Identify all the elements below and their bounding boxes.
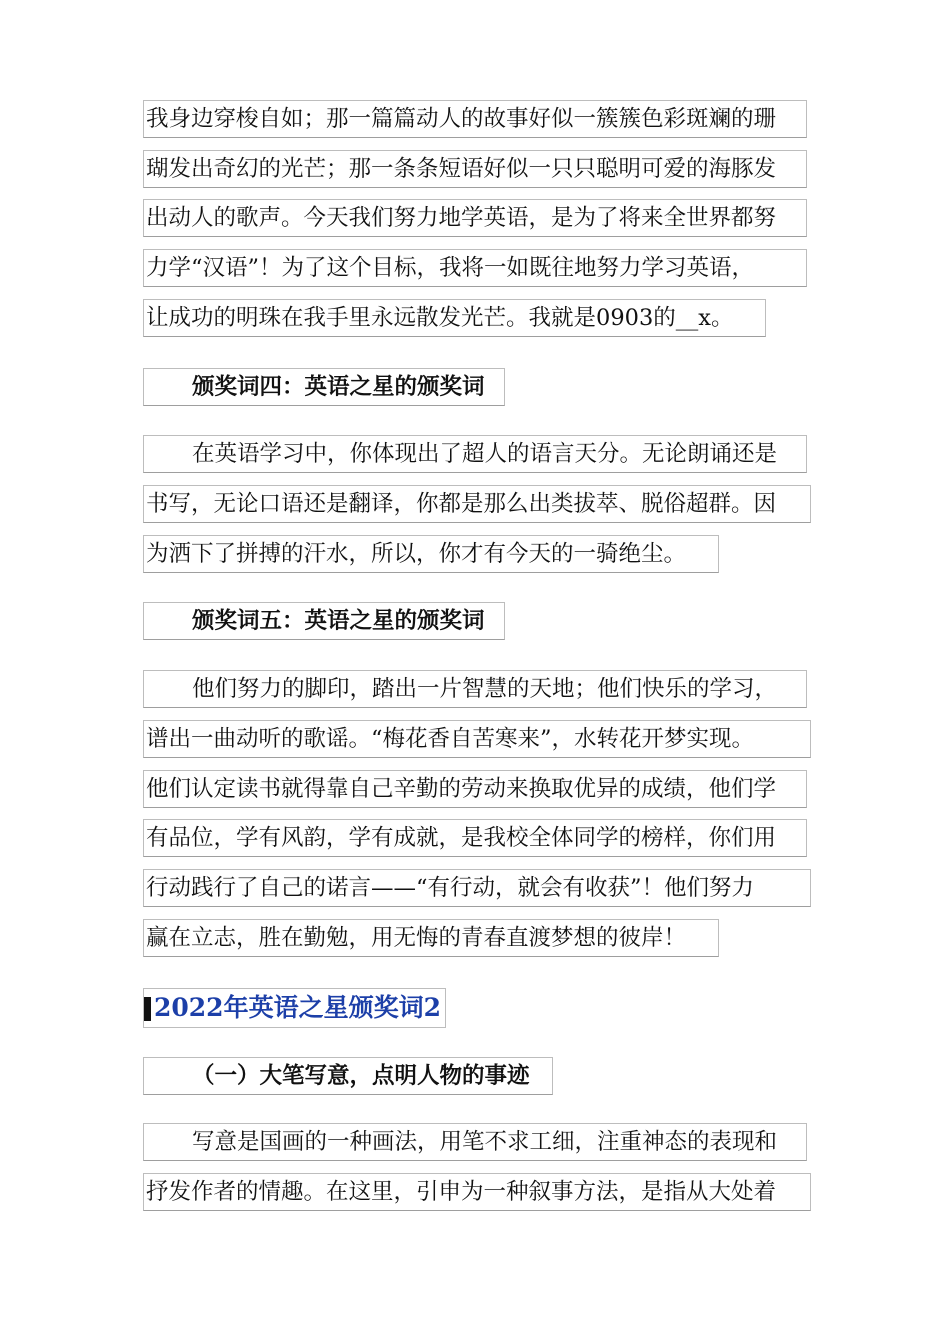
text-line: 他们认定读书就得靠自己辛勤的劳动来换取优异的成绩，他们学 <box>143 770 807 808</box>
text-line: 有品位，学有风韵，学有成就，是我校全体同学的榜样，你们用 <box>143 819 807 857</box>
text-line: 为洒下了拼搏的汗水，所以，你才有今天的一骑绝尘。 <box>143 535 719 573</box>
section-title-text: 2022年英语之星颁奖词2 <box>154 993 441 1022</box>
text-line: 书写，无论口语还是翻译，你都是那么出类拔萃、脱俗超群。因 <box>143 485 811 523</box>
award-heading-four: 颁奖词四：英语之星的颁奖词 <box>143 368 505 406</box>
text-line: 我身边穿梭自如；那一篇篇动人的故事好似一簇簇色彩斑斓的珊 <box>143 100 807 138</box>
section-title <box>143 988 446 1028</box>
text-line: 他们努力的脚印，踏出一片智慧的天地；他们快乐的学习， <box>143 670 807 708</box>
text-line: 赢在立志，胜在勤勉，用无悔的青春直渡梦想的彼岸！ <box>143 919 719 957</box>
text-line: 在英语学习中，你体现出了超人的语言天分。无论朗诵还是 <box>143 435 807 473</box>
text-line: 写意是国画的一种画法，用笔不求工细，注重神态的表现和 <box>143 1123 807 1161</box>
text-line: 让成功的明珠在我手里永远散发光芒。我就是0903的__x。 <box>143 299 766 337</box>
subsection-heading: （一）大笔写意，点明人物的事迹 <box>143 1057 553 1095</box>
text-line: 谱出一曲动听的歌谣。“梅花香自苦寒来”，水转花开梦实现。 <box>143 720 811 758</box>
award-heading-five: 颁奖词五：英语之星的颁奖词 <box>143 602 505 640</box>
text-line: 出动人的歌声。今天我们努力地学英语，是为了将来全世界都努 <box>143 199 807 237</box>
text-line: 抒发作者的情趣。在这里，引申为一种叙事方法，是指从大处着 <box>143 1173 811 1211</box>
text-line: 瑚发出奇幻的光芒；那一条条短语好似一只只聪明可爱的海豚发 <box>143 150 807 188</box>
heading-marker <box>144 997 151 1021</box>
text-line: 力学“汉语”！为了这个目标，我将一如既往地努力学习英语， <box>143 249 807 287</box>
text-line: 行动践行了自己的诺言——“有行动，就会有收获”！他们努力 <box>143 869 811 907</box>
